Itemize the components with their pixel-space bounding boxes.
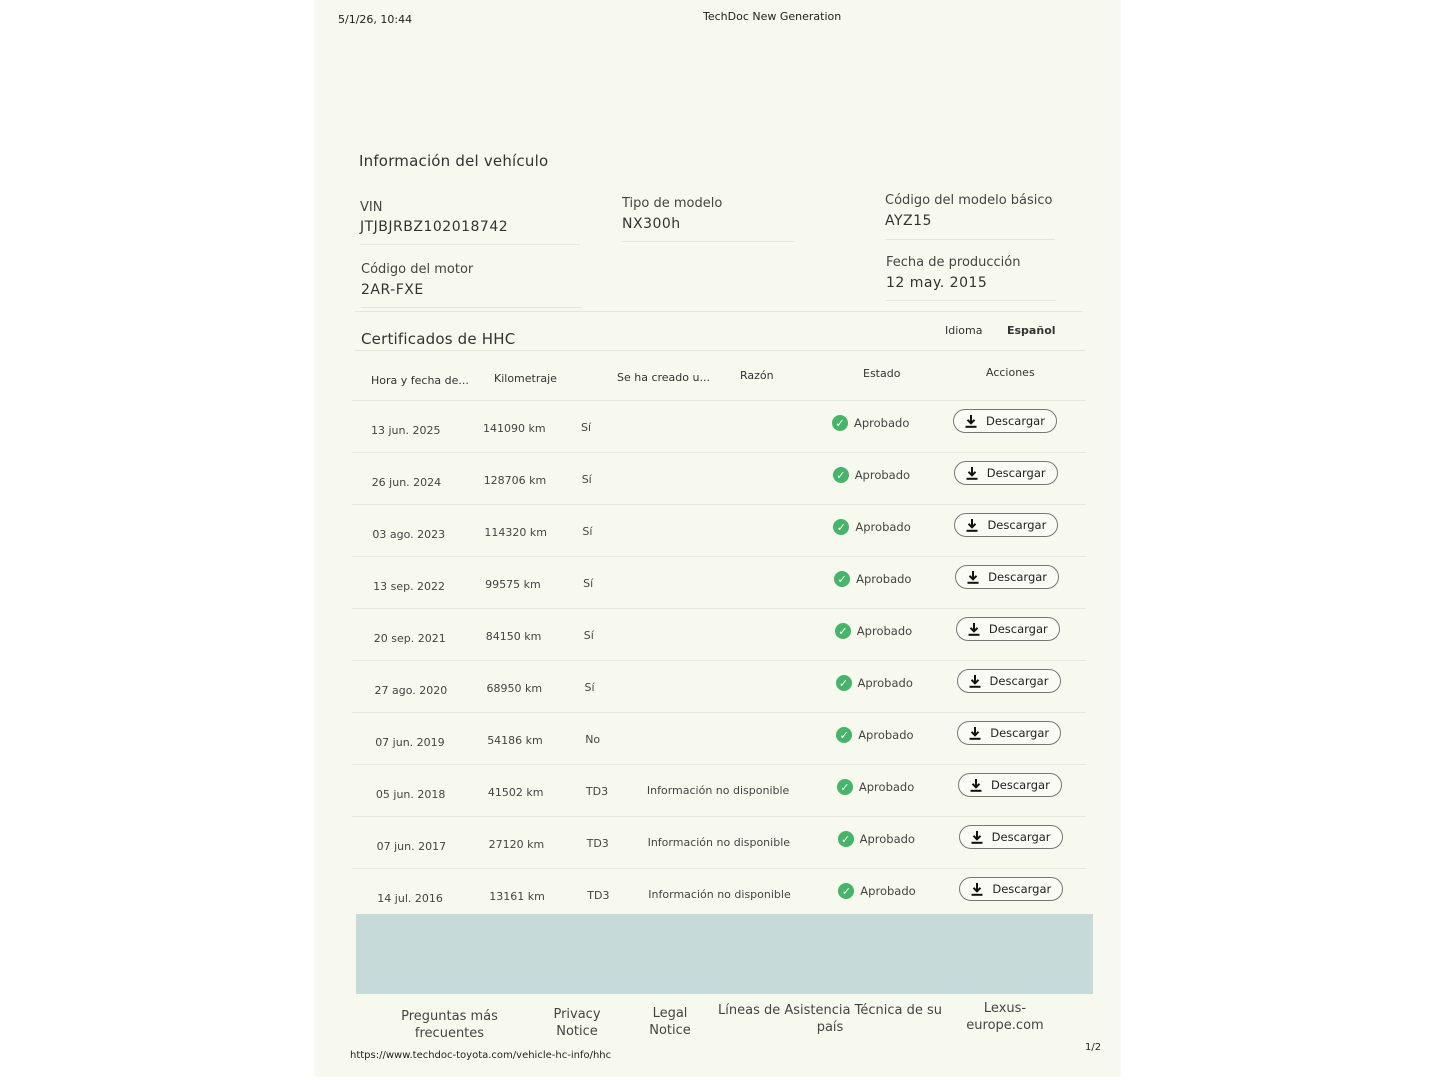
download-icon (966, 467, 978, 480)
row-created: TD3 (585, 785, 609, 798)
row-created: Sí (583, 577, 594, 590)
row-created: Sí (581, 421, 592, 434)
check-circle-icon: ✓ (838, 883, 854, 899)
download-button-label: Descargar (990, 778, 1050, 792)
table-row (352, 452, 1086, 505)
row-status (838, 831, 915, 847)
row-date: 07 jun. 2017 (376, 840, 447, 853)
base-model-underline (885, 239, 1055, 240)
download-button-label: Descargar (987, 518, 1047, 532)
row-status-label: Aprobado (858, 780, 915, 794)
footer-link-legal[interactable] (635, 1005, 705, 1039)
download-button-label: Descargar (988, 570, 1048, 584)
download-icon (969, 675, 981, 688)
check-circle-icon: ✓ (833, 467, 849, 483)
download-button-label: Descargar (986, 466, 1046, 480)
check-circle-icon: ✓ (834, 571, 850, 587)
row-status-label: Aprobado (854, 416, 910, 430)
row-mileage: 128706 km (483, 474, 547, 487)
download-button[interactable] (957, 669, 1061, 693)
row-reason: Información no disponible (647, 836, 791, 849)
row-status (833, 519, 910, 535)
table-row (352, 816, 1086, 869)
download-icon (965, 415, 977, 428)
col-reason[interactable]: Razón (740, 369, 774, 382)
footer-link-support-line1: Líneas de Asistencia Técnica de su (718, 1003, 942, 1018)
row-mileage: 114320 km (484, 526, 547, 539)
model-type-value: NX300h (622, 216, 681, 232)
footer-link-privacy[interactable] (537, 1006, 617, 1040)
print-title: TechDoc New Generation (703, 10, 842, 23)
model-type-underline (622, 241, 794, 242)
row-status-label: Aprobado (855, 520, 911, 534)
print-date: 5/1/26, 10:44 (338, 13, 413, 26)
title-divider (355, 350, 1085, 351)
language-select[interactable]: Español (1007, 324, 1056, 337)
download-button-label: Descargar (988, 622, 1048, 636)
download-button[interactable] (958, 773, 1062, 797)
row-date: 27 ago. 2020 (374, 684, 448, 697)
download-button[interactable] (954, 513, 1058, 537)
col-status[interactable]: Estado (863, 367, 901, 380)
footer-link-support-line2: país (816, 1020, 844, 1035)
vin-value: JTJBJRBZ102018742 (360, 219, 509, 235)
row-created: TD3 (587, 889, 610, 902)
download-icon (971, 831, 983, 844)
vin-label: VIN (360, 200, 383, 215)
download-button[interactable] (959, 877, 1063, 901)
row-created: TD3 (586, 837, 609, 850)
check-circle-icon: ✓ (837, 779, 853, 795)
printed-page (315, 0, 1120, 1076)
row-date: 03 ago. 2023 (372, 528, 446, 541)
row-status-label: Aprobado (857, 676, 913, 690)
row-status (832, 415, 909, 431)
row-mileage: 84150 km (485, 630, 542, 643)
vin-underline (360, 244, 580, 245)
footer-link-lexus[interactable] (955, 1000, 1055, 1034)
check-circle-icon: ✓ (832, 415, 848, 431)
footer-link-support[interactable] (715, 1002, 945, 1036)
production-underline (886, 300, 1056, 301)
section-divider (355, 311, 1083, 312)
row-mileage: 41502 km (487, 786, 544, 799)
footer-banner (356, 914, 1093, 994)
download-button-label: Descargar (991, 830, 1051, 844)
download-button[interactable] (957, 721, 1061, 745)
footer-link-legal-line2: Notice (649, 1023, 691, 1038)
download-icon (970, 779, 982, 792)
row-date: 13 jun. 2025 (371, 424, 441, 437)
row-mileage: 68950 km (486, 682, 543, 695)
check-circle-icon: ✓ (836, 727, 852, 743)
download-button[interactable] (954, 461, 1058, 485)
download-icon (966, 519, 978, 532)
col-date[interactable]: Hora y fecha de... (371, 374, 469, 387)
footer-link-faq[interactable] (387, 1008, 512, 1042)
col-mileage[interactable]: Kilometraje (494, 372, 557, 385)
check-circle-icon: ✓ (838, 831, 854, 847)
col-actions: Acciones (986, 366, 1035, 379)
footer-link-lexus-line1: Lexus- (983, 1001, 1027, 1016)
table-row (352, 764, 1086, 817)
row-status-label: Aprobado (860, 884, 916, 898)
row-created: Sí (583, 629, 594, 642)
download-button-label: Descargar (990, 726, 1050, 740)
download-icon (969, 727, 981, 740)
check-circle-icon: ✓ (836, 675, 852, 691)
row-mileage: 141090 km (483, 422, 546, 435)
production-label: Fecha de producción (886, 255, 1021, 270)
row-date: 26 jun. 2024 (371, 476, 442, 489)
check-circle-icon: ✓ (835, 623, 851, 639)
language-label: Idioma (945, 324, 983, 337)
download-icon (967, 571, 979, 584)
row-status (836, 675, 913, 691)
engine-underline (361, 307, 581, 308)
row-status (838, 883, 915, 899)
check-circle-icon: ✓ (833, 519, 849, 535)
footer-link-lexus-line2: europe.com (966, 1018, 1044, 1033)
download-button-label: Descargar (986, 414, 1045, 428)
row-reason: Información no disponible (648, 888, 791, 901)
model-type-label: Tipo de modelo (622, 196, 723, 211)
row-status (833, 467, 910, 483)
row-mileage: 54186 km (487, 734, 543, 747)
base-model-value: AYZ15 (885, 213, 932, 229)
download-button-label: Descargar (989, 674, 1049, 688)
footer-link-faq-line1: Preguntas más (401, 1009, 498, 1024)
table-row (352, 400, 1086, 453)
row-date: 20 sep. 2021 (373, 632, 446, 645)
footer-link-legal-line1: Legal (652, 1006, 688, 1021)
row-status (836, 727, 913, 743)
base-model-label: Código del modelo básico (885, 193, 1053, 208)
row-date: 07 jun. 2019 (375, 736, 445, 749)
row-status-label: Aprobado (854, 468, 911, 482)
row-status-label: Aprobado (856, 624, 913, 638)
row-date: 14 jul. 2016 (377, 892, 443, 905)
row-mileage: 27120 km (488, 838, 545, 851)
download-button[interactable] (955, 565, 1059, 589)
footer-link-faq-line2: frecuentes (414, 1026, 485, 1041)
vehicle-info-title: Información del vehículo (359, 152, 549, 170)
row-created: No (585, 733, 601, 746)
table-row (352, 660, 1086, 713)
engine-label: Código del motor (361, 262, 474, 277)
row-mileage: 99575 km (485, 578, 541, 591)
row-status (834, 571, 911, 587)
engine-value: 2AR-FXE (361, 282, 424, 298)
page-number: 1/2 (1085, 1042, 1102, 1053)
table-row (352, 504, 1086, 557)
download-button[interactable] (956, 617, 1060, 641)
row-reason: Información no disponible (646, 784, 790, 797)
row-mileage: 13161 km (489, 890, 545, 903)
row-created: Sí (584, 681, 595, 694)
table-row (352, 712, 1086, 765)
download-button[interactable] (959, 825, 1063, 849)
row-status (837, 779, 914, 795)
row-created: Sí (581, 473, 592, 486)
footer-link-privacy-line1: Privacy (553, 1007, 601, 1022)
download-icon (968, 623, 980, 636)
table-row (352, 608, 1086, 661)
row-date: 13 sep. 2022 (373, 580, 446, 593)
row-created: Sí (582, 525, 593, 538)
download-button-label: Descargar (992, 882, 1052, 896)
table-row (352, 556, 1086, 609)
row-status (835, 623, 912, 639)
print-url: https://www.techdoc-toyota.com/vehicle-hc-info/hhc (350, 1050, 612, 1061)
row-date: 05 jun. 2018 (375, 788, 446, 801)
footer-link-privacy-line2: Notice (556, 1024, 598, 1039)
row-status-label: Aprobado (859, 832, 915, 846)
certificates-title: Certificados de HHC (361, 330, 516, 348)
download-button[interactable] (953, 409, 1057, 433)
row-status-label: Aprobado (858, 728, 914, 742)
production-value: 12 may. 2015 (886, 275, 988, 291)
row-status-label: Aprobado (856, 572, 912, 586)
download-icon (971, 883, 983, 896)
col-created[interactable]: Se ha creado u... (617, 371, 710, 384)
